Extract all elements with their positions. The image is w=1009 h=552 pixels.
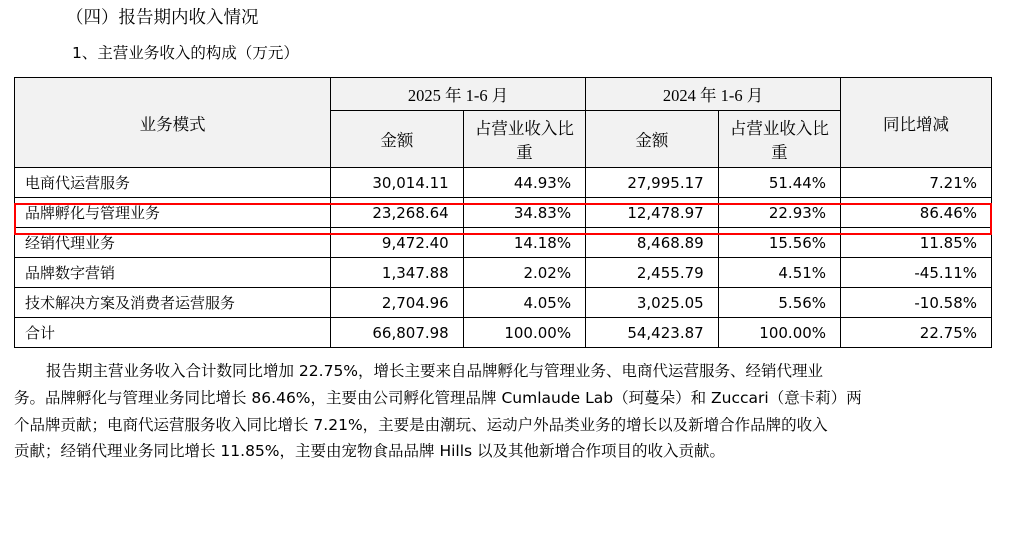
- paragraph-1: [14, 358, 992, 385]
- subsection-heading: 1、主营业务收入的构成（万元）: [72, 43, 299, 62]
- table-row: [15, 198, 992, 228]
- th-ratio-2024: 占营业收入比重: [718, 111, 840, 168]
- th-group-2024: 2024 年 1-6 月: [586, 78, 841, 111]
- cell-business-mode: 技术解决方案及消费者运营服务: [15, 288, 331, 318]
- cell-ratio-2024: 100.00%: [718, 318, 840, 348]
- cell-amount-2024: 8,468.89: [586, 228, 719, 258]
- cell-ratio-2025: 44.93%: [463, 168, 585, 198]
- th-yoy-change: 同比增减: [841, 78, 992, 168]
- cell-yoy: 86.46%: [841, 198, 992, 228]
- cell-amount-2025: 2,704.96: [331, 288, 464, 318]
- cell-ratio-2025: 14.18%: [463, 228, 585, 258]
- cell-yoy: 7.21%: [841, 168, 992, 198]
- cell-ratio-2024: 4.51%: [718, 258, 840, 288]
- cell-amount-2024: 2,455.79: [586, 258, 719, 288]
- cell-amount-2024: 27,995.17: [586, 168, 719, 198]
- cell-ratio-2025: 34.83%: [463, 198, 585, 228]
- cell-amount-2024: 3,025.05: [586, 288, 719, 318]
- paragraph-1-text: 报告期主营业务收入合计数同比增加 22.75%，增长主要来自品牌孵化与管理业务、电商代运营服务、经销代理业: [46, 362, 824, 381]
- th-ratio-2025: 占营业收入比重: [463, 111, 585, 168]
- cell-yoy: 22.75%: [841, 318, 992, 348]
- cell-amount-2025: 23,268.64: [331, 198, 464, 228]
- table-body: [15, 168, 992, 348]
- cell-ratio-2025: 100.00%: [463, 318, 585, 348]
- table-row: [15, 288, 992, 318]
- paragraph-2-text: 务。品牌孵化与管理业务同比增长 86.46%，主要由公司孵化管理品牌 Cumlaude Lab（珂蔓朵）和 Zuccari（意卡莉）两: [14, 388, 862, 407]
- paragraph-3: [14, 412, 992, 439]
- cell-yoy: 11.85%: [841, 228, 992, 258]
- cell-amount-2024: 54,423.87: [586, 318, 719, 348]
- th-business-mode: 业务模式: [15, 78, 331, 168]
- cell-yoy: -10.58%: [841, 288, 992, 318]
- table-row: [15, 228, 992, 258]
- cell-ratio-2024: 51.44%: [718, 168, 840, 198]
- cell-amount-2025: 9,472.40: [331, 228, 464, 258]
- cell-amount-2024: 12,478.97: [586, 198, 719, 228]
- paragraph-2: [14, 385, 992, 412]
- revenue-composition-table: [14, 77, 992, 348]
- table-header: [15, 78, 992, 168]
- cell-amount-2025: 1,347.88: [331, 258, 464, 288]
- cell-ratio-2024: 5.56%: [718, 288, 840, 318]
- table-header-row-groups: [15, 78, 992, 111]
- cell-ratio-2025: 2.02%: [463, 258, 585, 288]
- cell-business-mode: 经销代理业务: [15, 228, 331, 258]
- cell-amount-2025: 66,807.98: [331, 318, 464, 348]
- th-amount-2024: 金额: [586, 111, 719, 168]
- section-heading: （四）报告期内收入情况: [66, 8, 259, 28]
- table-row: [15, 168, 992, 198]
- cell-yoy: -45.11%: [841, 258, 992, 288]
- cell-business-mode: 电商代运营服务: [15, 168, 331, 198]
- paragraph-3-text: 个品牌贡献；电商代运营服务收入同比增长 7.21%，主要是由潮玩、运动户外品类业务的增长以及新增合作品牌的收入: [14, 415, 828, 434]
- cell-amount-2025: 30,014.11: [331, 168, 464, 198]
- document-page: [0, 6, 1009, 552]
- table-row: [15, 318, 992, 348]
- table-row: [15, 258, 992, 288]
- cell-business-mode: 品牌数字营销: [15, 258, 331, 288]
- cell-ratio-2024: 22.93%: [718, 198, 840, 228]
- paragraph-4-text: 贡献；经销代理业务同比增长 11.85%，主要由宠物食品品牌 Hills 以及其他新增合作项目的收入贡献。: [14, 442, 726, 461]
- paragraph-4: [14, 438, 992, 465]
- cell-business-mode: 合计: [15, 318, 331, 348]
- th-group-2025: 2025 年 1-6 月: [331, 78, 586, 111]
- cell-ratio-2024: 15.56%: [718, 228, 840, 258]
- th-amount-2025: 金额: [331, 111, 464, 168]
- cell-ratio-2025: 4.05%: [463, 288, 585, 318]
- cell-business-mode: 品牌孵化与管理业务: [15, 198, 331, 228]
